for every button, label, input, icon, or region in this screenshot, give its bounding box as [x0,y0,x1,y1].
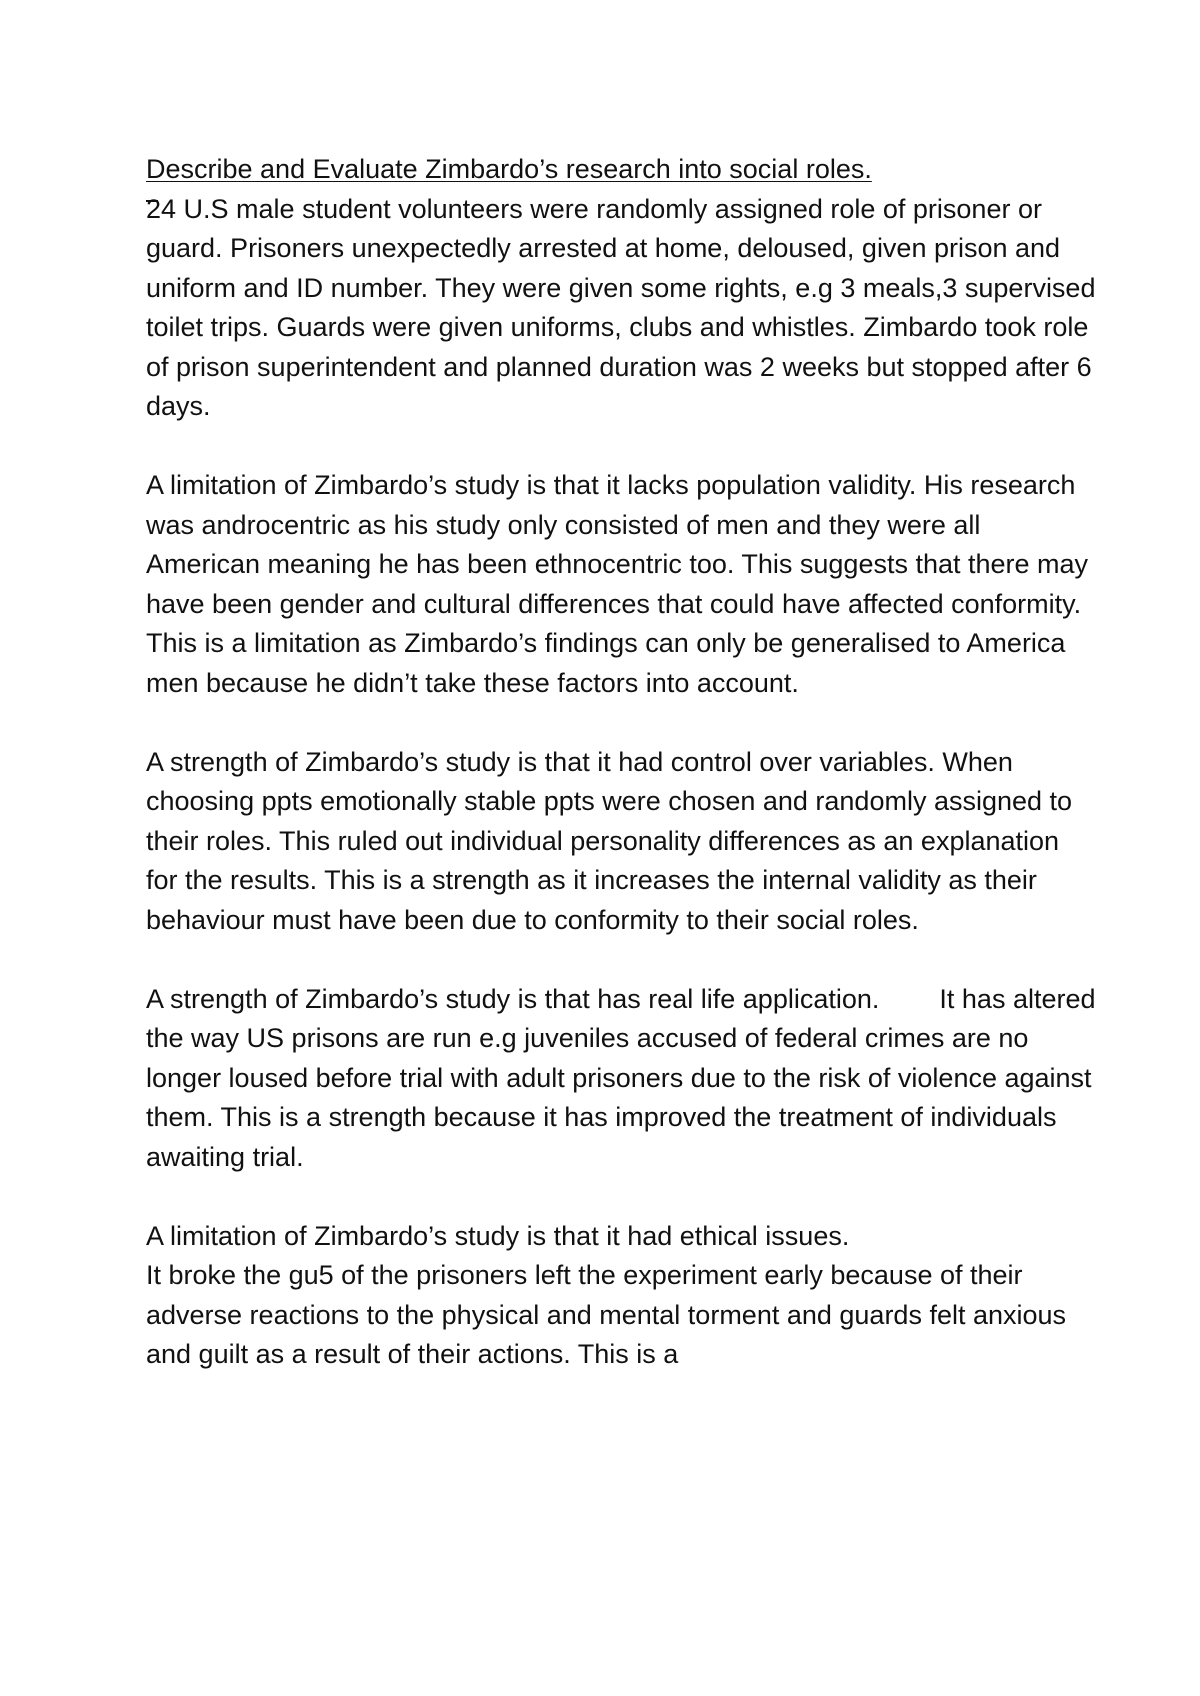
essay-title: Describe and Evaluate Zimbardo’s research into social roles. [146,154,872,184]
paragraph-population-validity: A limitation of Zimbardo’s study is that it lacks population validity. His research was androcentric as his study only consisted of men and they were all American meaning he has been ethnocentric too. This suggests that there may have been gender and cultural differences that could have affected conformity. This is a limitation as Zimbardo’s findings can only be generalised to America men because he didn’t take these factors into account. [146,470,1089,698]
paragraph-ethical-issues: A limitation of Zimbardo’s study is that it had ethical issues. It broke the gu5 of the prisoners left the experiment early because of their adverse reactions to the physical and mental torment and guards felt anxious and guilt as a result of their actions. This is a [146,1220,1067,1369]
paragraph-real-life-application: A strength of Zimbardo’s study is that has real life application. It has altered the way US prisons are run e.g juveniles accused of federal crimes are no longer loused before trial with adult prisoners due to the risk of violence against them. This is a strength because it has improved the treatment of individuals awaiting trial. [146,983,1104,1172]
paragraph-study-description: 24 U.S male student volunteers were randomly assigned role of prisoner or guard. Prisoners unexpectedly arrested at home, deloused, given prison and uniform and ID number. They were given some rights, e.g 3 meals,3 supervised toilet trips. Guards were given uniforms, clubs and whistles. Zimbardo took role of prison superintendent and planned duration was 2 weeks but stopped after 6 days. [146,193,1096,421]
paragraph-control-variables: A strength of Zimbardo’s study is that it had control over variables. When choosing ppts emotionally stable ppts were chosen and randomly assigned to their roles. This ruled out individual personality differences as an explanation for the results. This is a strength as it increases the internal validity as their behaviour must have been due to conformity to their social roles. [146,746,1073,935]
document-body [146,150,1104,1375]
